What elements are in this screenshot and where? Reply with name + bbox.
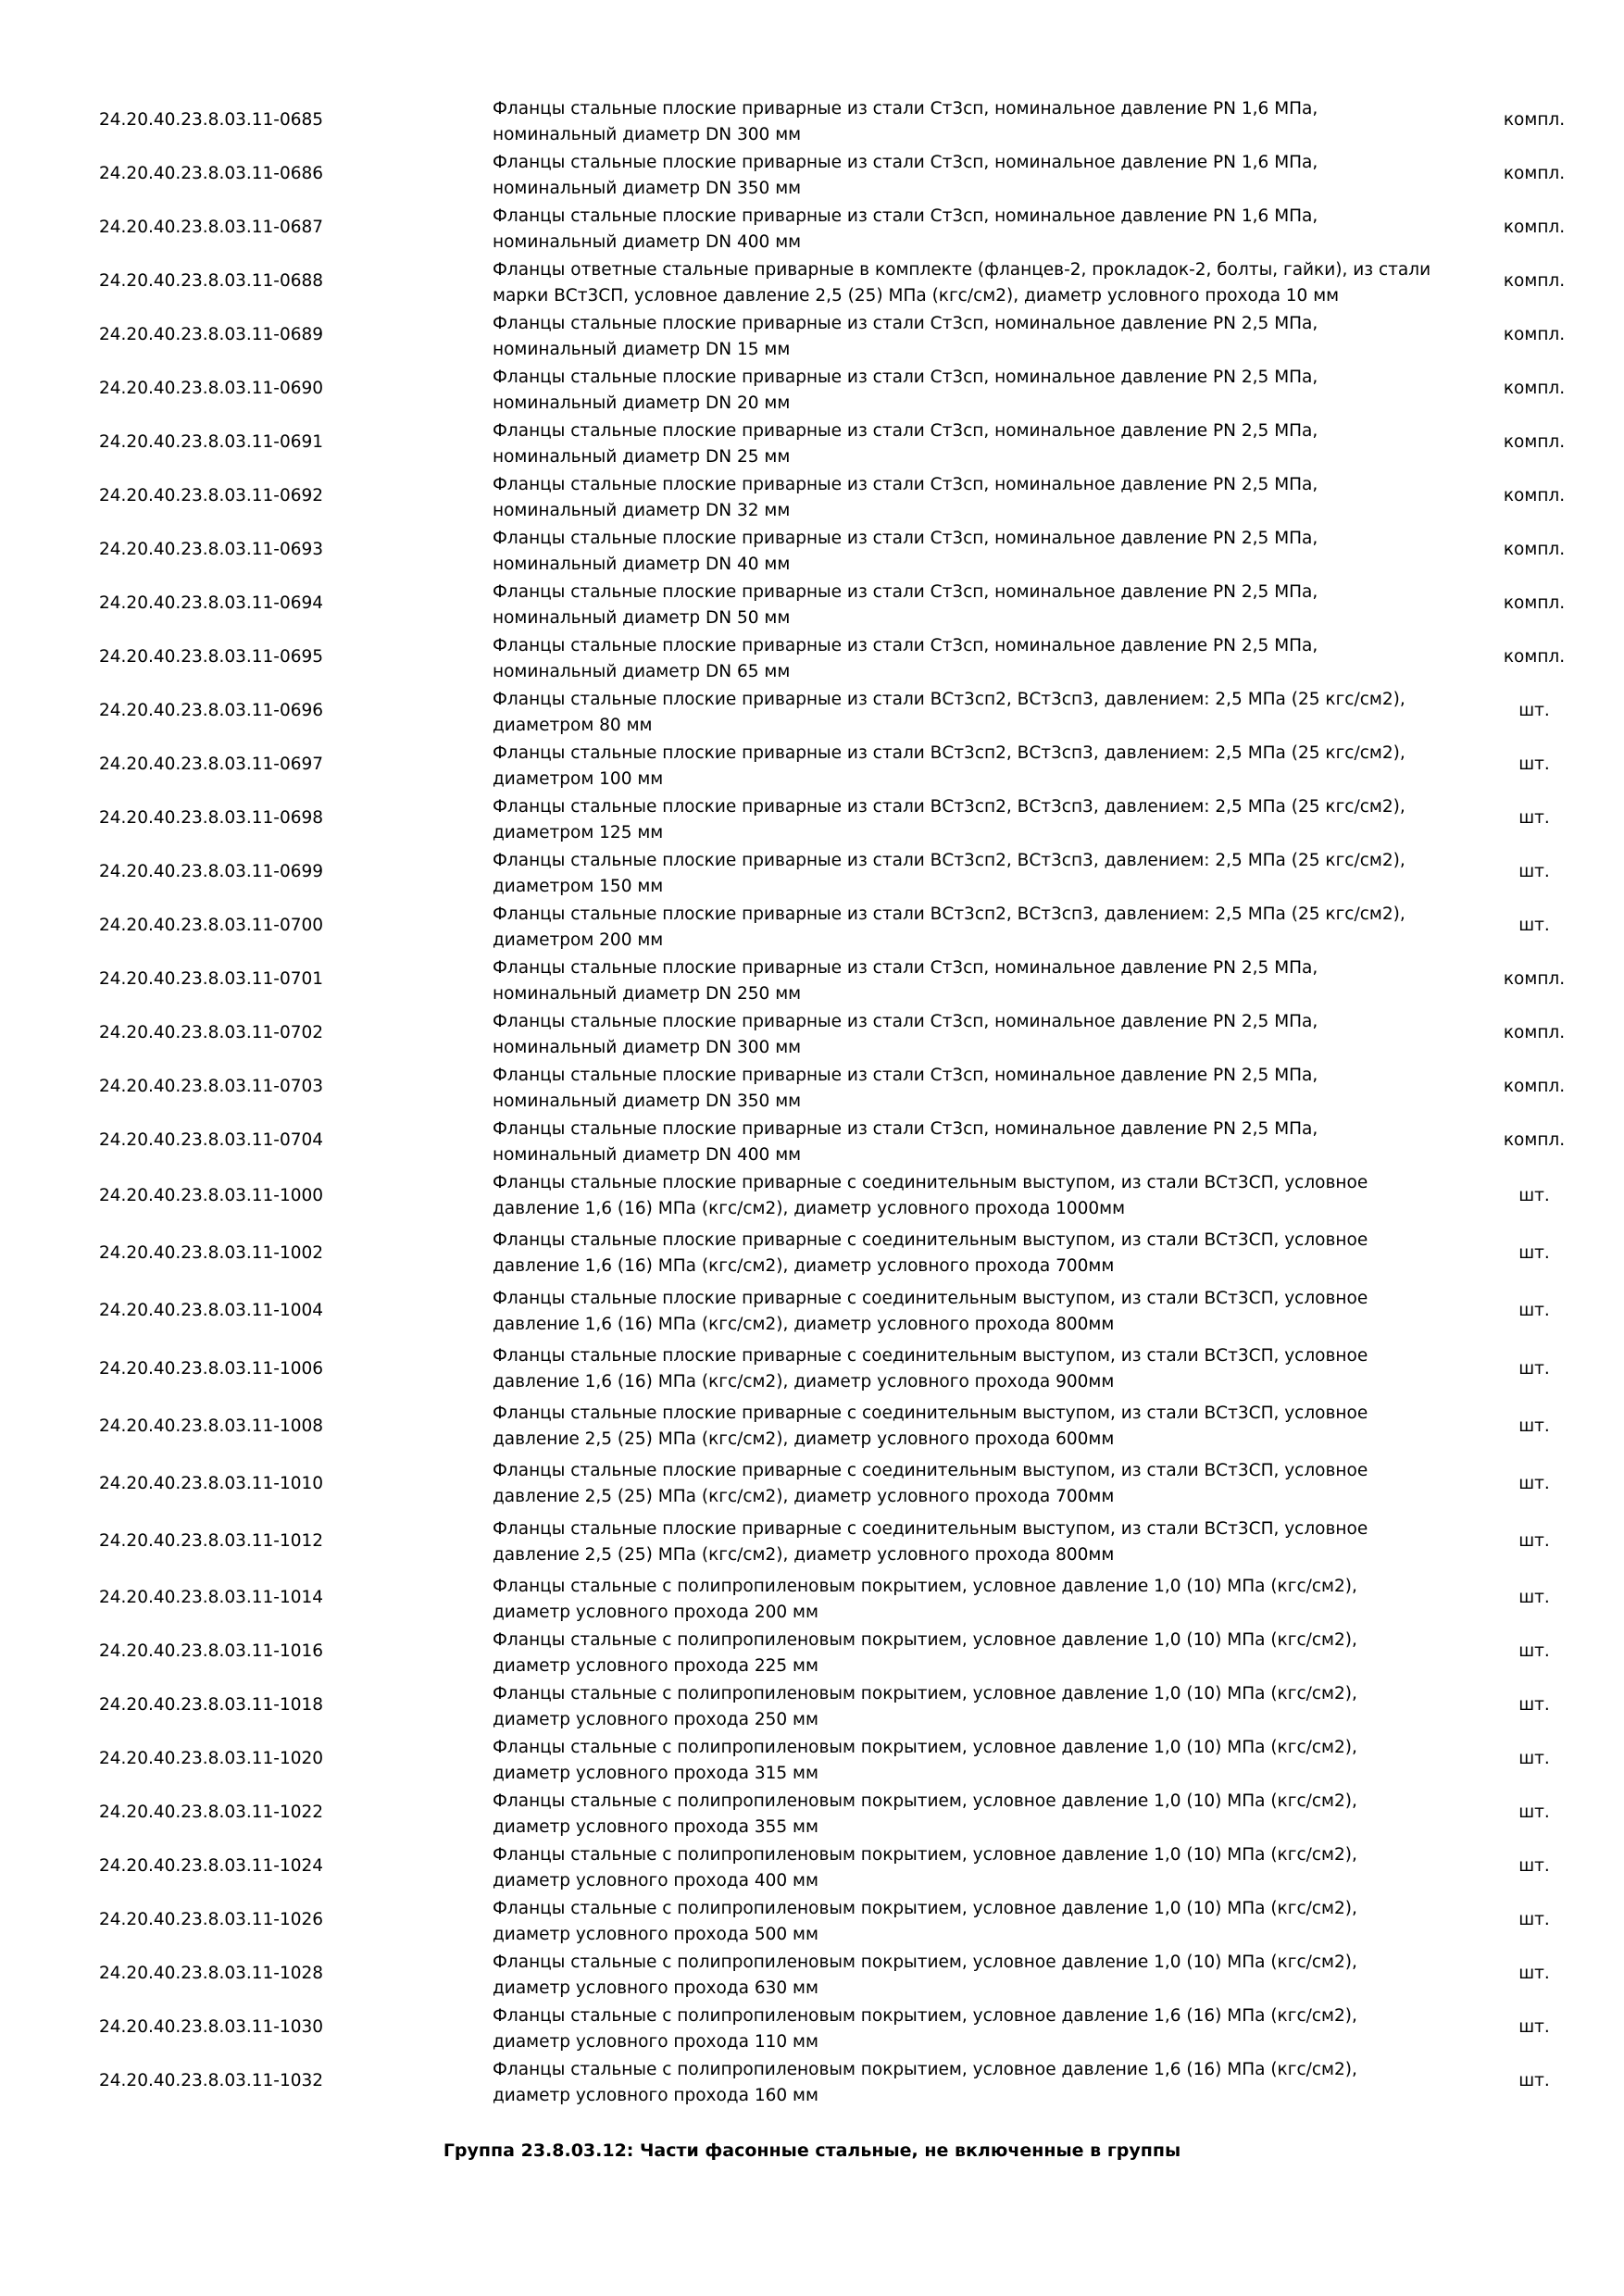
row-description bbox=[493, 955, 1474, 1007]
table-row bbox=[0, 415, 1624, 468]
row-description-line: номинальный диаметр DN 20 мм bbox=[493, 393, 791, 413]
row-description bbox=[493, 1009, 1474, 1061]
row-description bbox=[493, 1458, 1474, 1510]
row-unit: шт. bbox=[1518, 754, 1550, 774]
table-row bbox=[0, 1785, 1624, 1839]
row-description-line: Фланцы стальные плоские приварные с соединительным выступом, из стали ВСт3СП, условное bbox=[493, 1518, 1368, 1539]
table-row bbox=[0, 791, 1624, 844]
table-row bbox=[0, 898, 1624, 952]
row-code: 24.20.40.23.8.03.11-1024 bbox=[99, 1855, 324, 1876]
row-description bbox=[493, 741, 1474, 792]
table-row bbox=[0, 2053, 1624, 2107]
table-row bbox=[0, 1113, 1624, 1167]
table-row bbox=[0, 1678, 1624, 1731]
table-row bbox=[0, 1946, 1624, 2000]
row-unit: компл. bbox=[1503, 163, 1566, 183]
row-code: 24.20.40.23.8.03.11-0701 bbox=[99, 968, 324, 989]
row-description-line: Фланцы стальные плоские приварные из стали Ст3сп, номинальное давление PN 2,5 МПа, bbox=[493, 1119, 1318, 1139]
row-unit: компл. bbox=[1503, 217, 1566, 237]
table-row bbox=[0, 1167, 1624, 1224]
row-unit: шт. bbox=[1518, 807, 1550, 828]
row-unit: шт. bbox=[1518, 1748, 1550, 1768]
row-description-line: Фланцы стальные плоские приварные из стали ВСт3сп2, ВСт3сп3, давлением: 2,5 МПа (25 кгс/см2), bbox=[493, 690, 1405, 709]
row-description bbox=[493, 311, 1474, 363]
row-unit: шт. bbox=[1518, 1641, 1550, 1661]
row-unit: компл. bbox=[1503, 1022, 1566, 1042]
row-description-line: диаметром 100 мм bbox=[493, 769, 664, 789]
row-description-line: Фланцы стальные плоские приварные из стали Ст3сп, номинальное давление PN 1,6 МПа, bbox=[493, 99, 1318, 119]
row-code: 24.20.40.23.8.03.11-0687 bbox=[99, 217, 324, 237]
row-description bbox=[493, 1170, 1474, 1222]
table-row bbox=[0, 1454, 1624, 1512]
row-unit: компл. bbox=[1503, 270, 1566, 291]
row-description-line: диаметром 125 мм bbox=[493, 823, 664, 842]
row-code: 24.20.40.23.8.03.11-0700 bbox=[99, 915, 324, 935]
row-description-line: Фланцы стальные с полипропиленовым покрытием, условное давление 1,0 (10) МПа (кгс/см2), bbox=[493, 1738, 1357, 1758]
row-description-line: Фланцы стальные плоские приварные из стали Ст3сп, номинальное давление PN 1,6 МПа, bbox=[493, 206, 1318, 226]
row-description bbox=[493, 1950, 1474, 2002]
row-unit: компл. bbox=[1503, 378, 1566, 398]
row-code: 24.20.40.23.8.03.11-0699 bbox=[99, 861, 324, 881]
row-code: 24.20.40.23.8.03.11-1000 bbox=[99, 1185, 324, 1205]
row-unit: шт. bbox=[1518, 1416, 1550, 1436]
row-code: 24.20.40.23.8.03.11-0689 bbox=[99, 324, 324, 344]
row-description bbox=[493, 1343, 1474, 1395]
row-unit: шт. bbox=[1518, 1587, 1550, 1607]
row-code: 24.20.40.23.8.03.11-1006 bbox=[99, 1358, 324, 1379]
table-row bbox=[0, 683, 1624, 737]
row-description-line: диаметр условного прохода 355 мм bbox=[493, 1817, 818, 1838]
row-description-line: Фланцы стальные с полипропиленовым покрытием, условное давление 1,6 (16) МПа (кгс/см2), bbox=[493, 2060, 1357, 2080]
table-row bbox=[0, 361, 1624, 415]
table-row bbox=[0, 1624, 1624, 1678]
row-unit: шт. bbox=[1518, 1242, 1550, 1263]
row-description-line: номинальный диаметр DN 350 мм bbox=[493, 179, 802, 198]
row-code: 24.20.40.23.8.03.11-0688 bbox=[99, 270, 324, 291]
row-code: 24.20.40.23.8.03.11-0695 bbox=[99, 646, 324, 667]
row-description-line: номинальный диаметр DN 50 мм bbox=[493, 608, 791, 628]
row-description-line: Фланцы стальные плоские приварные из стали Ст3сп, номинальное давление PN 2,5 МПа, bbox=[493, 636, 1318, 655]
row-description-line: диаметром 80 мм bbox=[493, 716, 653, 735]
table-row bbox=[0, 1005, 1624, 1059]
row-unit: шт. bbox=[1518, 1531, 1550, 1552]
row-code: 24.20.40.23.8.03.11-0697 bbox=[99, 754, 324, 774]
row-code: 24.20.40.23.8.03.11-1028 bbox=[99, 1963, 324, 1983]
row-unit: шт. bbox=[1518, 700, 1550, 720]
row-description-line: марки ВСт3СП, условное давление 2,5 (25) МПа (кгс/см2), диаметр условного прохода 10 мм bbox=[493, 286, 1340, 306]
row-unit: шт. bbox=[1518, 1963, 1550, 1983]
row-code: 24.20.40.23.8.03.11-0696 bbox=[99, 700, 324, 720]
row-description-line: Фланцы стальные плоские приварные из стали Ст3сп, номинальное давление PN 2,5 МПа, bbox=[493, 529, 1318, 548]
row-description-line: номинальный диаметр DN 300 мм bbox=[493, 1038, 802, 1057]
row-code: 24.20.40.23.8.03.11-1016 bbox=[99, 1641, 324, 1661]
row-unit: шт. bbox=[1518, 915, 1550, 935]
row-description-line: диаметр условного прохода 200 мм bbox=[493, 1603, 818, 1623]
row-description-line: Фланцы ответные стальные приварные в комплекте (фланцев-2, прокладок-2, болты, гайки), из стали bbox=[493, 260, 1431, 280]
row-code: 24.20.40.23.8.03.11-0693 bbox=[99, 539, 324, 559]
row-description-line: Фланцы стальные плоские приварные из стали Ст3сп, номинальное давление PN 2,5 МПа, bbox=[493, 1012, 1318, 1031]
row-description-line: диаметр условного прохода 630 мм bbox=[493, 1978, 818, 1999]
table-row bbox=[0, 93, 1624, 146]
row-description-line: номинальный диаметр DN 15 мм bbox=[493, 340, 791, 359]
row-description-line: Фланцы стальные с полипропиленовым покрытием, условное давление 1,6 (16) МПа (кгс/см2), bbox=[493, 2006, 1357, 2027]
row-description-line: номинальный диаметр DN 300 мм bbox=[493, 125, 802, 144]
row-description-line: Фланцы стальные плоские приварные из стали Ст3сп, номинальное давление PN 2,5 МПа, bbox=[493, 958, 1318, 978]
row-unit: шт. bbox=[1518, 861, 1550, 881]
row-unit: компл. bbox=[1503, 646, 1566, 667]
row-code: 24.20.40.23.8.03.11-1014 bbox=[99, 1587, 324, 1607]
row-description-line: номинальный диаметр DN 400 мм bbox=[493, 232, 802, 252]
row-description bbox=[493, 1228, 1474, 1279]
row-description-line: Фланцы стальные плоские приварные из стали Ст3сп, номинальное давление PN 2,5 МПа, bbox=[493, 368, 1318, 387]
row-description-line: Фланцы стальные плоские приварные с соединительным выступом, из стали ВСт3СП, условное bbox=[493, 1404, 1368, 1424]
row-description-line: давление 1,6 (16) МПа (кгс/см2), диаметр условного прохода 700мм bbox=[493, 1256, 1115, 1277]
row-description-line: диаметр условного прохода 250 мм bbox=[493, 1710, 818, 1730]
row-description bbox=[493, 204, 1474, 256]
row-description-line: диаметр условного прохода 315 мм bbox=[493, 1764, 818, 1784]
row-description-line: Фланцы стальные плоские приварные из стали Ст3сп, номинальное давление PN 2,5 МПа, bbox=[493, 421, 1318, 441]
row-code: 24.20.40.23.8.03.11-1010 bbox=[99, 1474, 324, 1494]
row-description-line: диаметр условного прохода 225 мм bbox=[493, 1656, 818, 1677]
row-description-line: номинальный диаметр DN 40 мм bbox=[493, 555, 791, 574]
row-description-line: Фланцы стальные плоские приварные из стали Ст3сп, номинальное давление PN 2,5 МПа, bbox=[493, 475, 1318, 494]
row-description-line: Фланцы стальные плоские приварные с соединительным выступом, из стали ВСт3СП, условное bbox=[493, 1461, 1368, 1481]
row-unit: компл. bbox=[1503, 1129, 1566, 1150]
table-row bbox=[0, 146, 1624, 200]
table-row bbox=[0, 254, 1624, 307]
row-unit: компл. bbox=[1503, 431, 1566, 452]
row-unit: компл. bbox=[1503, 109, 1566, 130]
table-row bbox=[0, 1570, 1624, 1624]
row-unit: шт. bbox=[1518, 1301, 1550, 1321]
row-description-line: Фланцы стальные плоские приварные из стали ВСт3сп2, ВСт3сп3, давлением: 2,5 МПа (25 кгс/см2), bbox=[493, 743, 1405, 763]
row-description bbox=[493, 418, 1474, 470]
row-description bbox=[493, 2003, 1474, 2055]
row-description bbox=[493, 365, 1474, 417]
row-code: 24.20.40.23.8.03.11-1032 bbox=[99, 2070, 324, 2090]
row-unit: компл. bbox=[1503, 485, 1566, 505]
row-unit: компл. bbox=[1503, 593, 1566, 613]
row-description-line: давление 1,6 (16) МПа (кгс/см2), диаметр условного прохода 900мм bbox=[493, 1371, 1115, 1391]
row-unit: шт. bbox=[1518, 1474, 1550, 1494]
table-row bbox=[0, 952, 1624, 1005]
row-unit: компл. bbox=[1503, 539, 1566, 559]
row-code: 24.20.40.23.8.03.11-1008 bbox=[99, 1416, 324, 1436]
row-description-line: Фланцы стальные с полипропиленовым покрытием, условное давление 1,0 (10) МПа (кгс/см2), bbox=[493, 1630, 1357, 1651]
row-code: 24.20.40.23.8.03.11-0694 bbox=[99, 593, 324, 613]
row-description-line: Фланцы стальные плоские приварные из стали ВСт3сп2, ВСт3сп3, давлением: 2,5 МПа (25 кгс/см2), bbox=[493, 905, 1405, 924]
row-description-line: диаметром 150 мм bbox=[493, 877, 664, 896]
row-description-line: номинальный диаметр DN 350 мм bbox=[493, 1092, 802, 1111]
row-description-line: Фланцы стальные плоские приварные из стали Ст3сп, номинальное давление PN 1,6 МПа, bbox=[493, 153, 1318, 172]
row-description bbox=[493, 1896, 1474, 1948]
row-description-line: давление 1,6 (16) МПа (кгс/см2), диаметр условного прохода 1000мм bbox=[493, 1199, 1126, 1218]
row-code: 24.20.40.23.8.03.11-1004 bbox=[99, 1301, 324, 1321]
row-description-line: Фланцы стальные плоские приварные из стали Ст3сп, номинальное давление PN 2,5 МПа, bbox=[493, 314, 1318, 333]
row-code: 24.20.40.23.8.03.11-0691 bbox=[99, 431, 324, 452]
row-unit: шт. bbox=[1518, 2016, 1550, 2037]
table-row bbox=[0, 576, 1624, 630]
row-description bbox=[493, 580, 1474, 631]
row-description-line: давление 2,5 (25) МПа (кгс/см2), диаметр условного прохода 700мм bbox=[493, 1487, 1115, 1507]
row-description-line: Фланцы стальные с полипропиленовым покрытием, условное давление 1,0 (10) МПа (кгс/см2), bbox=[493, 1899, 1357, 1919]
row-description bbox=[493, 1401, 1474, 1453]
table-row bbox=[0, 468, 1624, 522]
row-code: 24.20.40.23.8.03.11-0698 bbox=[99, 807, 324, 828]
row-description-line: давление 2,5 (25) МПа (кгс/см2), диаметр условного прохода 600мм bbox=[493, 1429, 1115, 1450]
row-description bbox=[493, 1681, 1474, 1733]
row-unit: компл. bbox=[1503, 324, 1566, 344]
table-row bbox=[0, 1397, 1624, 1454]
row-description bbox=[493, 1789, 1474, 1841]
table-row bbox=[0, 307, 1624, 361]
row-code: 24.20.40.23.8.03.11-0702 bbox=[99, 1022, 324, 1042]
row-description-line: Фланцы стальные плоские приварные из стали ВСт3сп2, ВСт3сп3, давлением: 2,5 МПа (25 кгс/см2), bbox=[493, 851, 1405, 870]
table-row bbox=[0, 522, 1624, 576]
row-code: 24.20.40.23.8.03.11-0685 bbox=[99, 109, 324, 130]
row-description-line: Фланцы стальные с полипропиленовым покрытием, условное давление 1,0 (10) МПа (кгс/см2), bbox=[493, 1577, 1357, 1597]
row-description bbox=[493, 526, 1474, 578]
row-description-line: Фланцы стальные с полипропиленовым покрытием, условное давление 1,0 (10) МПа (кгс/см2), bbox=[493, 1791, 1357, 1812]
table-row bbox=[0, 1513, 1624, 1570]
row-description-line: диаметр условного прохода 110 мм bbox=[493, 2032, 818, 2053]
row-description-line: Фланцы стальные плоские приварные с соединительным выступом, из стали ВСт3СП, условное bbox=[493, 1173, 1368, 1192]
row-description bbox=[493, 1628, 1474, 1679]
row-description-line: номинальный диаметр DN 400 мм bbox=[493, 1145, 802, 1165]
row-code: 24.20.40.23.8.03.11-1012 bbox=[99, 1531, 324, 1552]
row-description-line: номинальный диаметр DN 25 мм bbox=[493, 447, 791, 467]
row-description-line: Фланцы стальные с полипропиленовым покрытием, условное давление 1,0 (10) МПа (кгс/см2), bbox=[493, 1953, 1357, 1973]
row-description-line: давление 2,5 (25) МПа (кгс/см2), диаметр условного прохода 800мм bbox=[493, 1544, 1115, 1565]
row-description-line: диаметр условного прохода 500 мм bbox=[493, 1925, 818, 1945]
row-description bbox=[493, 902, 1474, 954]
table-row bbox=[0, 1224, 1624, 1281]
table-row bbox=[0, 737, 1624, 791]
row-unit: компл. bbox=[1503, 968, 1566, 989]
row-code: 24.20.40.23.8.03.11-0690 bbox=[99, 378, 324, 398]
row-unit: шт. bbox=[1518, 1694, 1550, 1715]
row-code: 24.20.40.23.8.03.11-0704 bbox=[99, 1129, 324, 1150]
table-row bbox=[0, 844, 1624, 898]
row-description bbox=[493, 257, 1474, 309]
row-unit: шт. bbox=[1518, 2070, 1550, 2090]
row-description-line: номинальный диаметр DN 250 мм bbox=[493, 984, 802, 1004]
row-description bbox=[493, 472, 1474, 524]
row-unit: компл. bbox=[1503, 1076, 1566, 1096]
row-description-line: Фланцы стальные плоские приварные из стали ВСт3сп2, ВСт3сп3, давлением: 2,5 МПа (25 кгс/см2), bbox=[493, 797, 1405, 817]
table-row bbox=[0, 1059, 1624, 1113]
row-description bbox=[493, 1063, 1474, 1115]
row-unit: шт. bbox=[1518, 1855, 1550, 1876]
row-description-line: Фланцы стальные с полипропиленовым покрытием, условное давление 1,0 (10) МПа (кгс/см2), bbox=[493, 1845, 1357, 1866]
row-description-line: Фланцы стальные плоские приварные с соединительным выступом, из стали ВСт3СП, условное bbox=[493, 1230, 1368, 1251]
row-code: 24.20.40.23.8.03.11-1030 bbox=[99, 2016, 324, 2037]
row-description-line: Фланцы стальные плоские приварные с соединительным выступом, из стали ВСт3СП, условное bbox=[493, 1288, 1368, 1308]
row-description-line: номинальный диаметр DN 65 мм bbox=[493, 662, 791, 681]
row-description-line: диаметр условного прохода 160 мм bbox=[493, 2086, 818, 2106]
table-row bbox=[0, 1340, 1624, 1397]
row-description bbox=[493, 1842, 1474, 1894]
table-row bbox=[0, 200, 1624, 254]
row-code: 24.20.40.23.8.03.11-1026 bbox=[99, 1909, 324, 1929]
row-description bbox=[493, 2057, 1474, 2109]
table-row bbox=[0, 2000, 1624, 2053]
row-description-line: диаметром 200 мм bbox=[493, 930, 664, 950]
row-description-line: Фланцы стальные плоские приварные из стали Ст3сп, номинальное давление PN 2,5 МПа, bbox=[493, 1066, 1318, 1085]
row-description bbox=[493, 96, 1474, 148]
row-description bbox=[493, 1117, 1474, 1168]
row-description bbox=[493, 848, 1474, 900]
row-code: 24.20.40.23.8.03.11-0692 bbox=[99, 485, 324, 505]
row-unit: шт. bbox=[1518, 1909, 1550, 1929]
row-unit: шт. bbox=[1518, 1802, 1550, 1822]
row-description bbox=[493, 1574, 1474, 1626]
table-row bbox=[0, 1892, 1624, 1946]
row-description-line: Фланцы стальные плоские приварные из стали Ст3сп, номинальное давление PN 2,5 МПа, bbox=[493, 582, 1318, 602]
row-code: 24.20.40.23.8.03.11-0686 bbox=[99, 163, 324, 183]
row-code: 24.20.40.23.8.03.11-0703 bbox=[99, 1076, 324, 1096]
price-list-table bbox=[0, 93, 1624, 2107]
row-code: 24.20.40.23.8.03.11-1002 bbox=[99, 1242, 324, 1263]
row-description bbox=[493, 633, 1474, 685]
row-description bbox=[493, 1516, 1474, 1568]
row-unit: шт. bbox=[1518, 1185, 1550, 1205]
row-description bbox=[493, 1286, 1474, 1338]
row-description-line: Фланцы стальные с полипропиленовым покрытием, условное давление 1,0 (10) МПа (кгс/см2), bbox=[493, 1684, 1357, 1704]
row-code: 24.20.40.23.8.03.11-1018 bbox=[99, 1694, 324, 1715]
row-description bbox=[493, 794, 1474, 846]
row-description-line: Фланцы стальные плоские приварные с соединительным выступом, из стали ВСт3СП, условное bbox=[493, 1345, 1368, 1366]
row-description-line: давление 1,6 (16) МПа (кгс/см2), диаметр условного прохода 800мм bbox=[493, 1314, 1115, 1334]
row-unit: шт. bbox=[1518, 1358, 1550, 1379]
group-heading: Группа 23.8.03.12: Части фасонные стальные, не включенные в группы bbox=[443, 2140, 1181, 2161]
row-description bbox=[493, 687, 1474, 739]
row-description-line: диаметр условного прохода 400 мм bbox=[493, 1871, 818, 1891]
table-row bbox=[0, 1839, 1624, 1892]
table-row bbox=[0, 1282, 1624, 1340]
row-description-line: номинальный диаметр DN 32 мм bbox=[493, 501, 791, 520]
table-row bbox=[0, 630, 1624, 683]
table-row bbox=[0, 1731, 1624, 1785]
row-code: 24.20.40.23.8.03.11-1022 bbox=[99, 1802, 324, 1822]
row-description bbox=[493, 150, 1474, 202]
row-description bbox=[493, 1735, 1474, 1787]
row-code: 24.20.40.23.8.03.11-1020 bbox=[99, 1748, 324, 1768]
